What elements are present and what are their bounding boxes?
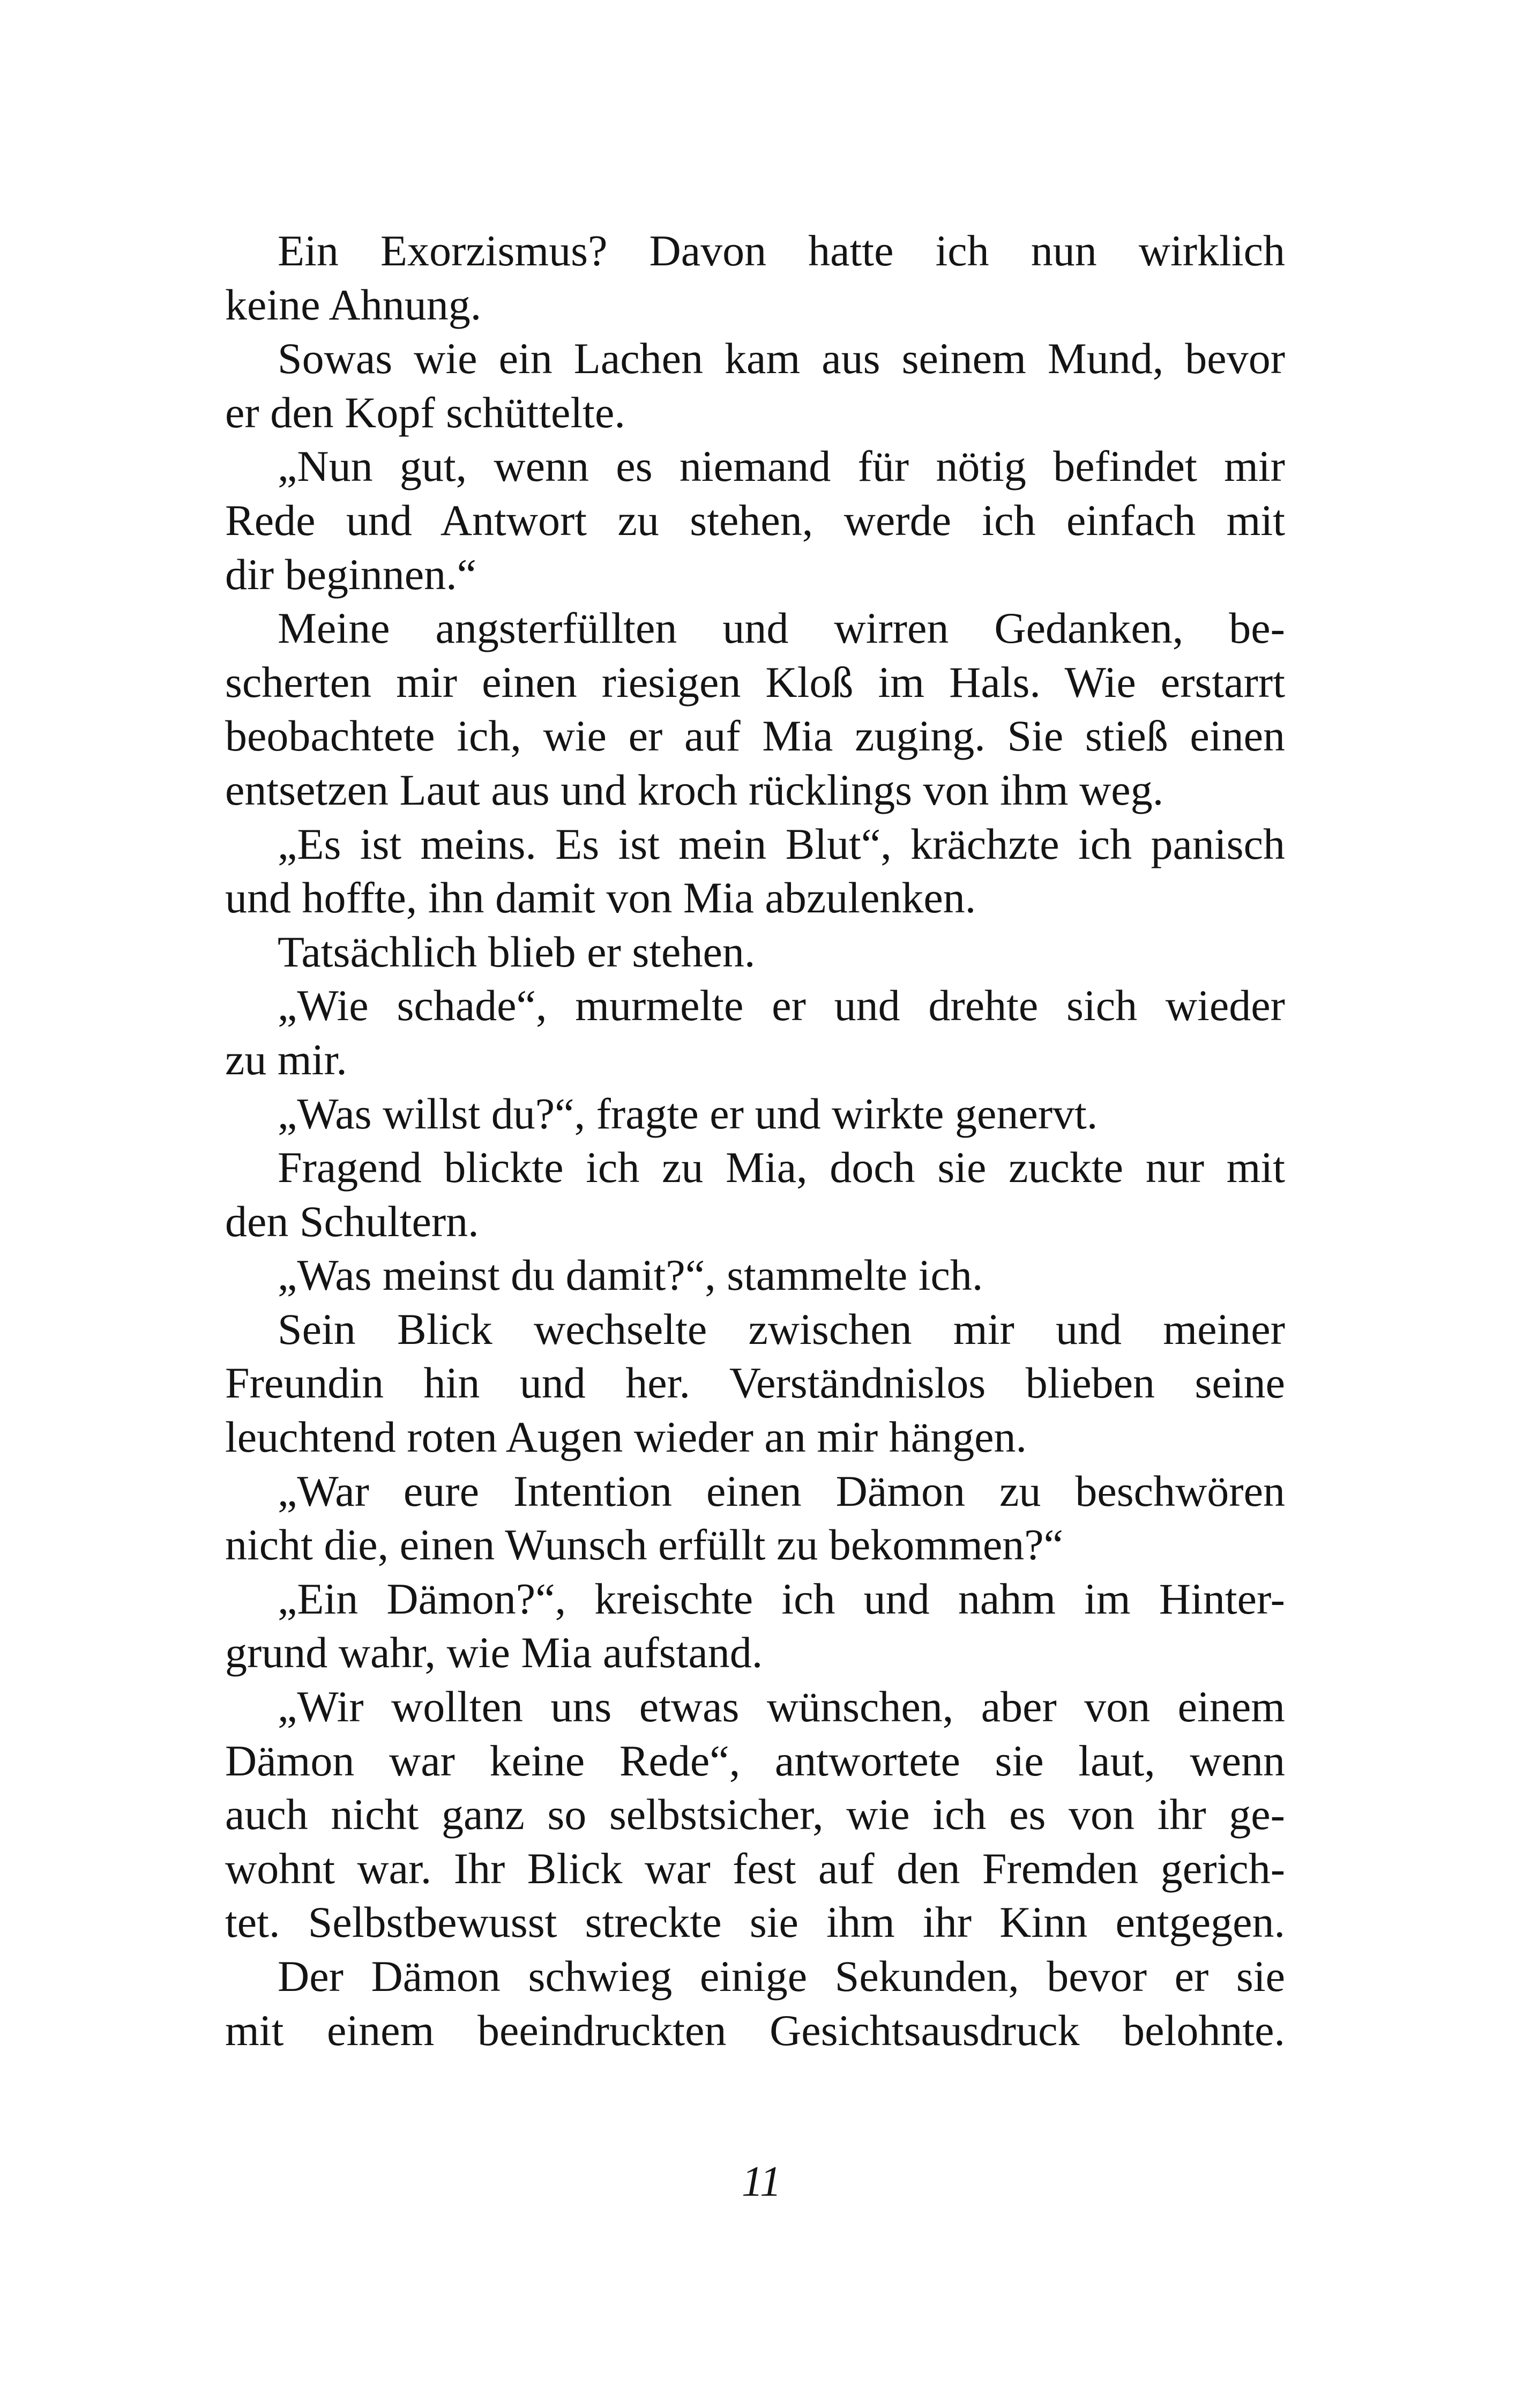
text-line: „Wie schade“, murmelte er und drehte sich wieder xyxy=(278,981,1285,1030)
text-line: scherten mir einen riesigen Kloß im Hals. Wie erstarrt xyxy=(225,657,1285,707)
text-line: und hoffte, ihn damit von Mia abzulenken. xyxy=(225,873,976,923)
text-line: keine Ahnung. xyxy=(225,280,482,329)
text-line: „Es ist meins. Es ist mein Blut“, krächzte ich panisch xyxy=(278,819,1285,868)
text-line: wohnt war. Ihr Blick war fest auf den Fremden gerich- xyxy=(225,1844,1285,1893)
text-line: auch nicht ganz so selbstsicher, wie ich es von ihr ge- xyxy=(225,1790,1285,1839)
text-line: „War eure Intention einen Dämon zu beschwören xyxy=(278,1466,1285,1515)
text-line: leuchtend roten Augen wieder an mir hängen. xyxy=(225,1413,1027,1462)
text-line: Ein Exorzismus? Davon hatte ich nun wirklich xyxy=(278,226,1285,275)
text-line: beobachtete ich, wie er auf Mia zuging. Sie stieß einen xyxy=(225,711,1285,761)
text-line: entsetzen Laut aus und kroch rücklings von ihm weg. xyxy=(225,765,1164,814)
text-line: Dämon war keine Rede“, antwortete sie laut, wenn xyxy=(225,1736,1285,1785)
text-line: Tatsächlich blieb er stehen. xyxy=(278,927,756,976)
text-line: Der Dämon schwieg einige Sekunden, bevor er sie xyxy=(278,1952,1285,2001)
page-number: 11 xyxy=(741,2158,782,2205)
text-line: „Wir wollten uns etwas wünschen, aber von einem xyxy=(278,1682,1285,1731)
text-line: „Ein Dämon?“, kreischte ich und nahm im Hinter- xyxy=(278,1574,1285,1623)
text-line: zu mir. xyxy=(225,1035,347,1084)
text-line: dir beginnen.“ xyxy=(225,549,477,599)
text-line: Sein Blick wechselte zwischen mir und meiner xyxy=(278,1304,1285,1354)
text-line: grund wahr, wie Mia aufstand. xyxy=(225,1628,763,1677)
text-line: Freundin hin und her. Verständnislos blieben seine xyxy=(225,1358,1285,1408)
text-line: Rede und Antwort zu stehen, werde ich einfach mit xyxy=(225,495,1285,545)
text-line: den Schultern. xyxy=(225,1196,479,1246)
body-text xyxy=(225,224,1285,2057)
text-line: Fragend blickte ich zu Mia, doch sie zuckte nur mit xyxy=(278,1143,1285,1192)
text-line: er den Kopf schüttelte. xyxy=(225,388,625,437)
text-line: „Was meinst du damit?“, stammelte ich. xyxy=(278,1251,983,1300)
text-line: „Was willst du?“, fragte er und wirkte genervt. xyxy=(278,1089,1098,1138)
text-line: Meine angsterfüllten und wirren Gedanken, be- xyxy=(278,604,1285,653)
text-line: nicht die, einen Wunsch erfüllt zu bekommen?“ xyxy=(225,1520,1064,1570)
text-line: „Nun gut, wenn es niemand für nötig befindet mir xyxy=(278,442,1285,491)
text-line: mit einem beeindruckten Gesichtsausdruck belohnte. xyxy=(225,2005,1285,2055)
text-line: tet. Selbstbewusst streckte sie ihm ihr Kinn entgegen. xyxy=(225,1898,1285,1947)
text-line: Sowas wie ein Lachen kam aus seinem Mund, bevor xyxy=(278,334,1285,383)
